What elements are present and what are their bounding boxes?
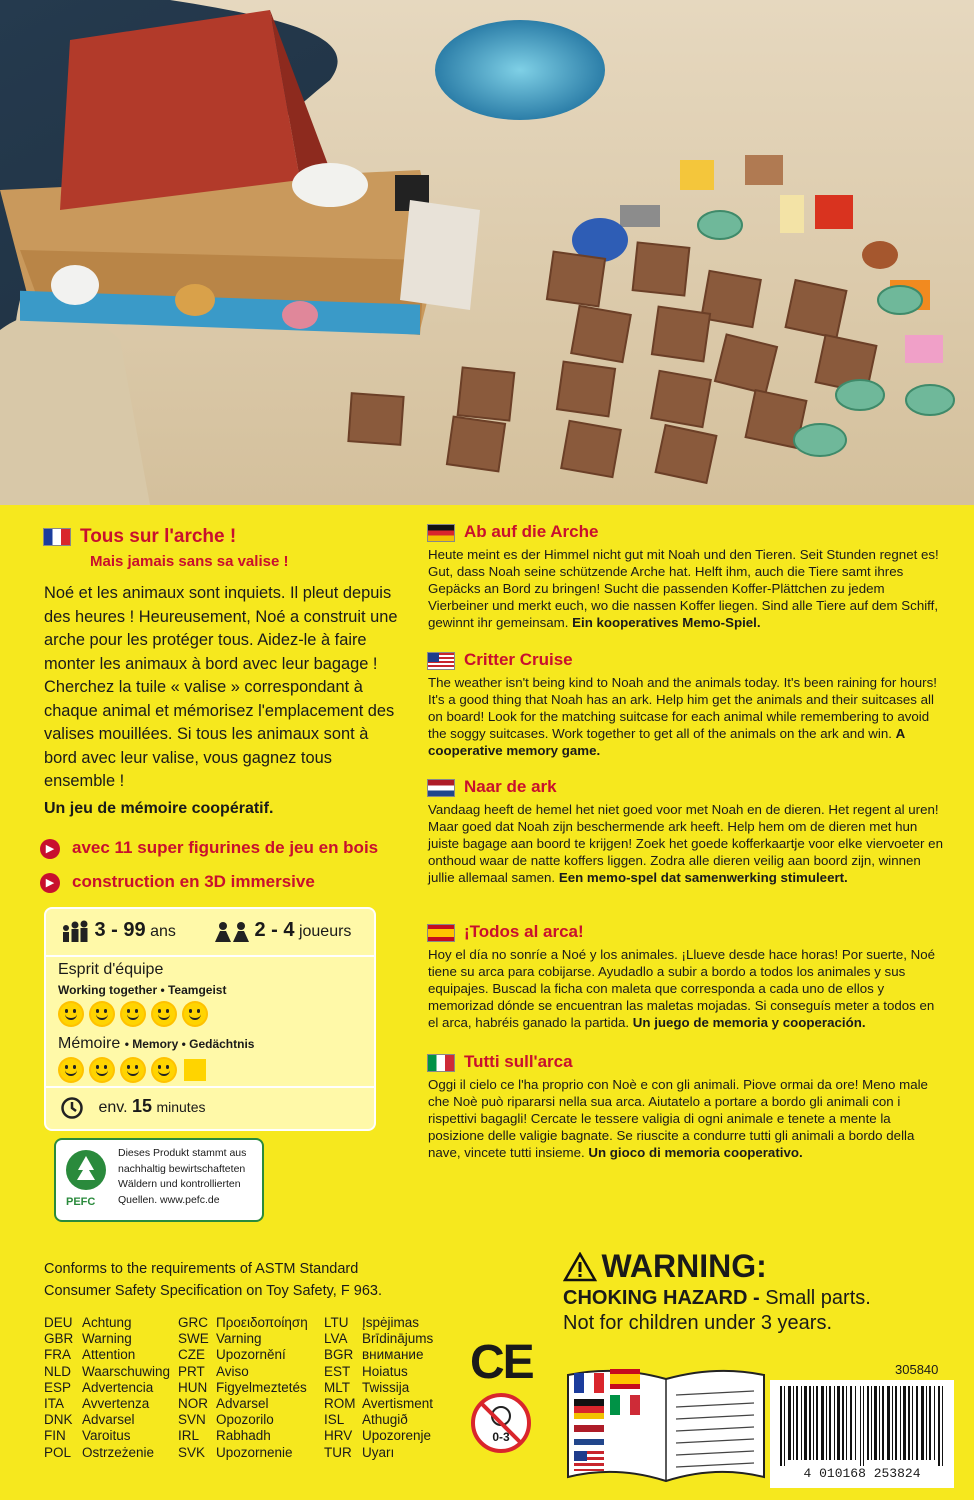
warning-word: Opozorilo (216, 1412, 274, 1428)
warning-word: Upozornenie (216, 1444, 293, 1460)
time-prefix: env. (98, 1099, 128, 1117)
section-text: Heute meint es der Himmel nicht gut mit Noah und den Tieren. Seit Stunden regnet es! Gut, dass Noah seine schützende Arche hat. Helft ihm, auch die Tiere samt ihres Gepäcks an Bord zu bringen! Sucht die passenden Koffer-Plättchen zu jedem Vierbeiner und merkt euch, wo die nassen Koffer liegen. Sind alle Tiere auf dem Schiff, gewinnt ihr gemeinsam. (428, 547, 939, 631)
country-code: SVN (178, 1412, 206, 1428)
country-code: BGR (324, 1347, 354, 1363)
flag-netherlands-icon (428, 780, 454, 796)
country-code: ROM (324, 1396, 356, 1412)
small-parts-text: Small parts. (765, 1287, 871, 1309)
bullet-text: avec 11 super figurines de jeu en bois (72, 838, 379, 857)
memory-label: Mémoire (58, 1035, 121, 1052)
play-time (60, 1096, 205, 1120)
country-code: CZE (178, 1347, 205, 1363)
warning-word: Upozornění (216, 1347, 286, 1363)
flag-italy-icon (428, 1055, 454, 1071)
age-players-row (46, 909, 374, 957)
no-under-3-icon (470, 1392, 532, 1454)
french-tagline: Un jeu de mémoire coopératif. (44, 800, 274, 817)
warning-triangle-icon (563, 1252, 597, 1282)
team-sublabel: Working together • Teamgeist (58, 983, 227, 997)
age-restriction-text: Not for children under 3 years. (563, 1312, 833, 1334)
memory-rating (60, 1059, 206, 1086)
bullet-item (40, 838, 378, 859)
warning-word: Attention (82, 1347, 136, 1363)
players-icon (214, 920, 250, 944)
warning-word: Advarsel (216, 1396, 269, 1412)
memory-label-row (58, 1035, 254, 1053)
country-code: DNK (44, 1412, 73, 1428)
team-rating (60, 1003, 215, 1030)
country-code: GRC (178, 1315, 208, 1330)
play-arrow-icon: ▶ (40, 839, 60, 859)
french-description: Noé et les animaux sont inquiets. Il pleut depuis des heures ! Heureusement, Noé a construit une arche pour les protéger tous. Aidez-le à faire monter les animaux à bord avec leur bagage ! Cherchez la tuile « valise » correspondant à chaque animal et mémorisez l'emplacement des valises mouillées. Si tous les animaux sont à bord avec leur valise, vous gagnez tous ensemble ! (44, 584, 398, 790)
country-code: GBR (44, 1331, 74, 1347)
age-unit: ans (150, 923, 176, 940)
age-symbol-text: 0-3 (492, 1430, 510, 1444)
warning-word: Advertencia (82, 1379, 154, 1395)
country-code: LTU (324, 1315, 349, 1330)
age-people-icon (60, 920, 90, 944)
country-code: NOR (178, 1396, 208, 1412)
warning-word: Advarsel (82, 1412, 135, 1428)
clock-icon (60, 1096, 84, 1120)
section-title: Tutti sull'arca (464, 1052, 573, 1071)
smiley-icon (122, 1059, 144, 1081)
section-text: Oggi il cielo ce l'ha proprio con Noè e con gli animali. Piove ormai da ore! Meno male che Noè può ripararsi nella sua arca. Aiutatelo a portare a bordo gli animali con i rispettivi bagagli! Cercate le tessere valigia di ogni animale e tenete a mente la posizione delle valigie bagnate. Se riuscite a condurre tutti gli animali a bordo della nave, vincete tutti insieme. (428, 1077, 928, 1161)
french-title (44, 526, 236, 548)
play-time-row (46, 1086, 374, 1129)
country-code: FRA (44, 1347, 71, 1363)
flag-spain-icon (428, 925, 454, 941)
smiley-icon (60, 1059, 82, 1081)
players-value: 2 - 4 (254, 919, 295, 941)
section-german (428, 522, 948, 631)
choking-warning (563, 1248, 871, 1335)
section-title: ¡Todos al arca! (464, 922, 584, 941)
country-code: ITA (44, 1396, 64, 1412)
country-code: TUR (324, 1444, 352, 1460)
warning-word: Varning (216, 1331, 262, 1347)
article-number: 305840 (895, 1362, 939, 1377)
pefc-logo-text: PEFC (66, 1196, 96, 1208)
french-title-text: Tous sur l'arche ! (80, 526, 237, 547)
warning-word: Waarschuwing (82, 1363, 171, 1379)
flag-usa-icon (428, 653, 454, 669)
warning-word: Varoitus (82, 1428, 131, 1444)
smiley-icon (91, 1059, 113, 1081)
warning-word: Avvertenza (82, 1396, 150, 1412)
country-code: ISL (324, 1412, 345, 1428)
product-photo (0, 0, 974, 505)
section-tagline: Un juego de memoria y cooperación. (632, 1015, 866, 1031)
country-code: SVK (178, 1444, 206, 1460)
warning-word: Warning (82, 1331, 132, 1347)
country-code: IRL (178, 1428, 200, 1444)
warning-word: Uyarı (362, 1444, 395, 1460)
section-tagline: Een memo-spel dat samenwerking stimuleert. (558, 870, 848, 886)
smiley-icon (122, 1003, 144, 1025)
country-code: MLT (324, 1379, 350, 1395)
warning-word: Ostrzeżenie (82, 1444, 155, 1460)
country-code: ESP (44, 1379, 72, 1395)
warning-word: Figyelmeztetés (216, 1379, 307, 1395)
warning-word: Avertisment (362, 1396, 434, 1412)
smiley-icon (184, 1003, 206, 1025)
smiley-icon (153, 1003, 175, 1025)
barcode-icon (770, 1382, 954, 1472)
section-title: Ab auf die Arche (464, 522, 599, 541)
flag-germany-icon (428, 525, 454, 541)
play-arrow-icon: ▶ (40, 873, 60, 893)
warning-word: Προειδοποίηση (216, 1315, 308, 1330)
warning-word: Athugið (362, 1412, 408, 1428)
country-code: FIN (44, 1428, 66, 1444)
section-title: Critter Cruise (464, 650, 573, 669)
country-code: POL (44, 1444, 72, 1460)
section-title: Naar de ark (464, 777, 557, 796)
warning-word: Hoiatus (362, 1363, 408, 1379)
country-code: HUN (178, 1379, 208, 1395)
section-dutch (428, 777, 948, 886)
country-code: EST (324, 1363, 351, 1379)
warning-word: Upozorenje (362, 1428, 432, 1444)
warning-word: внимание (362, 1347, 424, 1363)
warning-word: Twissija (362, 1379, 410, 1395)
section-italian (428, 1052, 948, 1161)
warning-codes-col2 (178, 1315, 308, 1461)
age-range (60, 919, 176, 944)
country-code: SWE (178, 1331, 209, 1347)
warning-word: Brīdinājums (362, 1331, 434, 1347)
section-tagline: Ein kooperatives Memo-Spiel. (572, 615, 761, 631)
warning-word: Aviso (216, 1363, 249, 1379)
warning-title: WARNING: (601, 1248, 767, 1284)
section-text: Vandaag heeft de hemel het niet goed voor met Noah en de dieren. Het regent al uren! Maar goed dat Noah zijn beschermende ark heeft. Help hem om de dieren met hun juiste bagage aan boord te krijgen! Zoek het goede kofferkaartje voor elke viervoeter en onthoud waar de natte koffers liggen. Zodra alle dieren veilig aan boord zijn, winnen jullie allemaal samen. (428, 802, 943, 886)
pefc-tree-icon (64, 1148, 108, 1192)
smiley-icon (91, 1003, 113, 1025)
bullet-item (40, 872, 315, 893)
players-unit: joueurs (298, 923, 352, 940)
country-code: LVA (324, 1331, 348, 1347)
warning-codes-col1 (44, 1315, 170, 1461)
section-tagline: A cooperative memory game. (428, 726, 905, 759)
team-label: Esprit d'équipe (58, 961, 164, 978)
flag-france-icon (44, 529, 70, 545)
choking-hazard-label: CHOKING HAZARD - (563, 1287, 760, 1309)
pefc-text: Dieses Produkt stammt aus nachhaltig bewirtschafteten Wäldern und kontrollierten Quellen. www.pefc.de (118, 1147, 247, 1206)
section-text: The weather isn't being kind to Noah and the animals today. It's been raining for hours! It's a good thing that Noah has an ark. Help him get the animals and their suitcases all on board! Look for the matching suitcase for each animal while remembering to avoid the soggy suitcases. Work together to get all of the animals on the ark and win. (428, 675, 937, 742)
smiley-icon (60, 1003, 82, 1025)
time-value: 15 (131, 1096, 152, 1117)
age-warning-symbol (470, 1392, 532, 1454)
warning-codes-col3 (324, 1315, 433, 1461)
country-code: DEU (44, 1315, 73, 1330)
barcode (770, 1380, 954, 1488)
section-spanish (428, 922, 948, 1031)
age-value: 3 - 99 (94, 919, 146, 941)
ce-mark: CE (470, 1336, 533, 1389)
warning-word: Achtung (82, 1315, 132, 1330)
pefc-badge (54, 1138, 264, 1222)
time-unit: minutes (156, 1099, 206, 1116)
ratings-row (46, 955, 374, 1088)
section-english (428, 650, 948, 759)
game-info-box (44, 907, 376, 1131)
memory-sublabel: • Memory • Gedächtnis (124, 1037, 255, 1051)
country-code: PRT (178, 1363, 205, 1379)
warning-word: Rabhadh (216, 1428, 271, 1444)
empty-rating-square (184, 1059, 206, 1081)
french-subtitle: Mais jamais sans sa valise ! (90, 553, 289, 570)
smiley-icon (153, 1059, 175, 1081)
player-count (214, 919, 351, 944)
booklet-icon (566, 1365, 766, 1485)
bullet-text: construction en 3D immersive (72, 872, 315, 891)
section-text: Hoy el día no sonríe a Noé y los animales. ¡Llueve desde hace horas! Por suerte, Noé tiene su arca para cobijarse. Ayudadlo a subir a bordo a todos los animales y sus equipajes. Buscad la ficha con maleta que corresponda a cada uno de ellos y memorizad dónde se encuentran las maletas mojadas. Si conseguís meter a todos en el arca, habréis ganado la partida. (428, 947, 936, 1031)
warning-word: Įspėjimas (362, 1315, 420, 1330)
instruction-booklet (566, 1365, 766, 1485)
country-code: HRV (324, 1428, 353, 1444)
astm-conformity: Conforms to the requirements of ASTM Standard Consumer Safety Specification on Toy Safety, F 963. (44, 1261, 382, 1299)
country-code: NLD (44, 1363, 72, 1379)
barcode-number: 4 010168 253824 (803, 1466, 921, 1481)
section-tagline: Un gioco di memoria cooperativo. (588, 1145, 803, 1161)
